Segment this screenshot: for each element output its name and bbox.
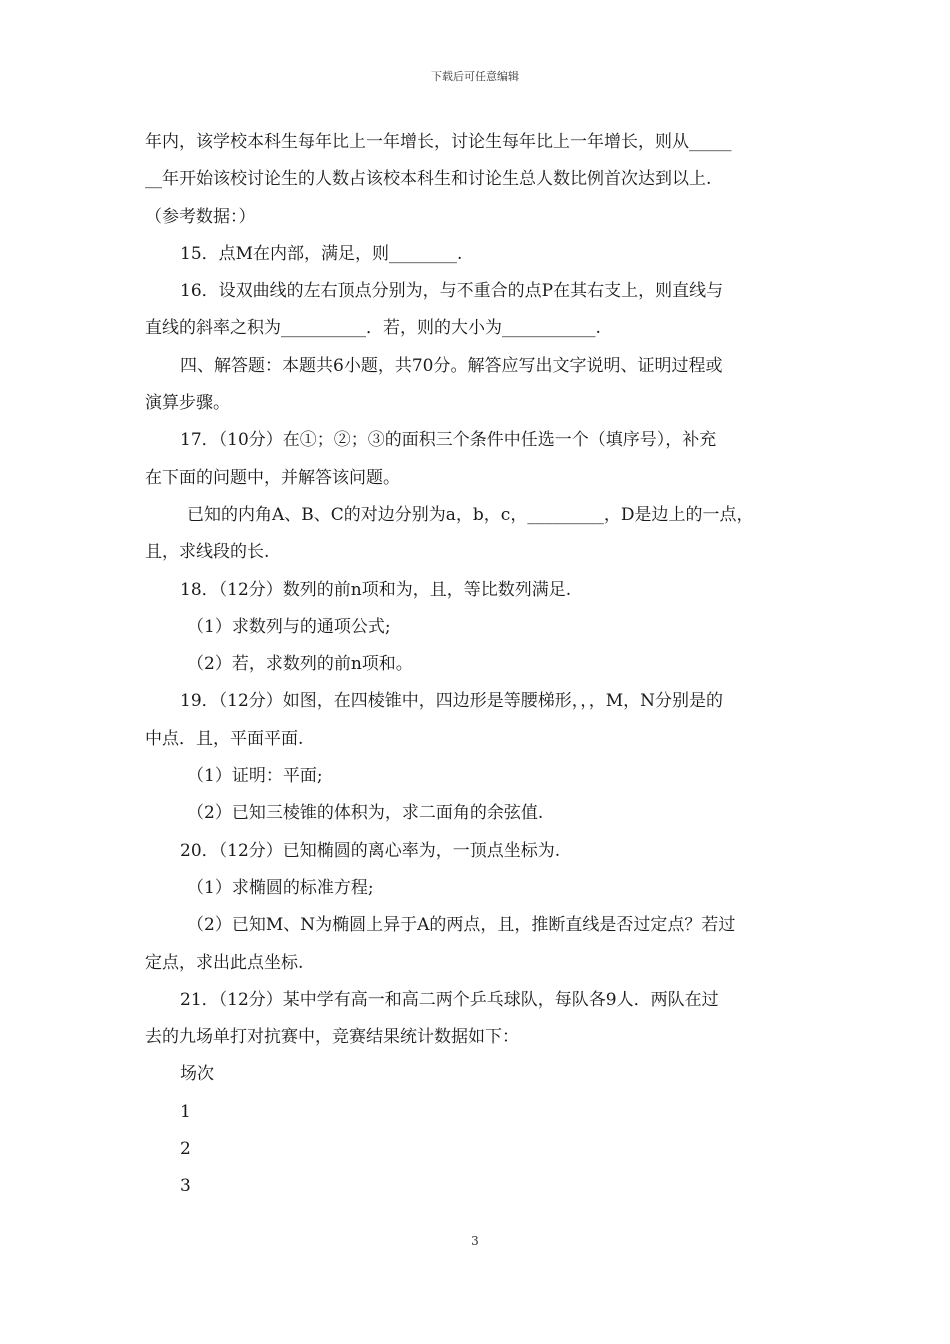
text-line: （参考数据：） — [145, 206, 256, 227]
document-body — [145, 124, 810, 1206]
sub-question: （1）证明：平面; — [187, 766, 323, 787]
question-16: 16．设双曲线的左右顶点分别为，与不重合的点P在其右支上，则直线与 — [180, 281, 724, 302]
table-cell: 1 — [180, 1101, 191, 1122]
question-15: 15．点M在内部，满足，则________. — [180, 243, 463, 264]
table-cell: 场次 — [180, 1064, 214, 1085]
text-line: 且，求线段的长. — [145, 542, 270, 563]
sub-question: （2）已知三棱锥的体积为，求二面角的余弦值. — [187, 803, 544, 824]
text-line: 去的九场单打对抗赛中，竞赛结果统计数据如下： — [145, 1027, 519, 1048]
question-21: 21．（12分）某中学有高一和高二两个乒乓球队，每队各9人．两队在过 — [180, 989, 719, 1010]
text-line: 年内，该学校本科生每年比上一年增长，讨论生每年比上一年增长，则从_____ — [145, 132, 732, 152]
text-line: 直线的斜率之积为__________．若，则的大小为___________. — [145, 318, 601, 339]
table-cell: 3 — [180, 1176, 191, 1197]
table-cell: 2 — [180, 1139, 191, 1160]
sub-question: （2）已知M、N为椭圆上异于A的两点，且，推断直线是否过定点？若过 — [187, 915, 736, 936]
sub-question: （1）求数列与的通项公式; — [187, 616, 391, 637]
question-19: 19．（12分）如图，在四棱锥中，四边形是等腰梯形，，，M，N分别是的 — [180, 691, 724, 712]
sub-question: （1）求椭圆的标准方程; — [187, 877, 374, 898]
section-heading: 四、解答题：本题共6小题，共70分。解答应写出文字说明、证明过程或 — [180, 355, 723, 376]
question-20: 20．（12分）已知椭圆的离心率为，一顶点坐标为. — [180, 840, 561, 861]
question-18: 18．（12分）数列的前n项和为，且，等比数列满足. — [180, 579, 572, 600]
sub-question: （2）若，求数列的前n项和。 — [187, 654, 413, 675]
text-line: 演算步骤。 — [145, 393, 230, 414]
page-number: 3 — [471, 1234, 479, 1248]
text-line: 定点，求出此点坐标. — [145, 952, 304, 973]
text-line: 中点．且，平面平面. — [145, 728, 304, 749]
text-line: 在下面的问题中，并解答该问题。 — [145, 467, 400, 488]
text-line: __年开始该校讨论生的人数占该校本科生和讨论生总人数比例首次达到以上. — [145, 169, 712, 190]
text-line: 已知的内角A、B、C的对边分别为a，b，c，_________，D是边上的一点， — [187, 504, 754, 525]
page-header: 下载后可任意编辑 — [431, 70, 519, 83]
question-17: 17．（10分）在①；②；③的面积三个条件中任选一个（填序号），补充 — [180, 430, 717, 451]
